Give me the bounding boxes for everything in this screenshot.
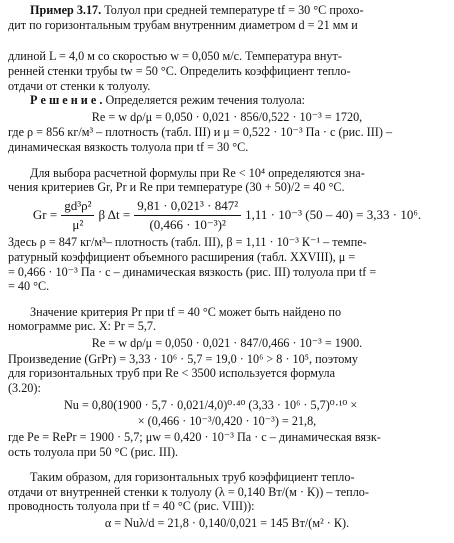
- problem-line-5: отдачи от стенки к толуолу.: [8, 78, 151, 93]
- nusselt-where-2: ость толуола при 50 °С (рис. III).: [8, 444, 179, 459]
- problem-line-3: длиной L = 4,0 м со скоростью w = 0,050 м/с. Температура внут-: [8, 49, 342, 64]
- problem-line-1: Толуол при средней температуре tf = 30 °С прохо-: [104, 3, 364, 17]
- nusselt-equation-line-2: × (0,466 · 10⁻³/0,420 · 10⁻³) = 21,8,: [137, 414, 317, 429]
- grashof-numerator-symbolic: gd³ρ²: [61, 198, 94, 216]
- grashof-fraction-symbolic: [61, 198, 94, 232]
- product-line-3: (3.20):: [8, 381, 41, 395]
- grashof-where-3: = 0,466 · 10⁻³ Па · с – динамическая вязкость (рис. III) толуола при tf =: [8, 264, 377, 279]
- grashof-equation: [8, 198, 446, 232]
- grashof-numerator-numeric: 9,81 · 0,021³ · 847²: [134, 198, 241, 216]
- grashof-mid: β Δt =: [98, 207, 131, 223]
- conclusion-line-1: Таким образом, для горизонтальных труб коэффициент тепло-: [30, 470, 355, 485]
- grashof-where-1: Здесь ρ = 847 кг/м³– плотность (табл. III), β = 1,11 · 10⁻³ К⁻¹ – темпе-: [8, 235, 367, 250]
- nusselt-equation-line-1: Nu = 0,80(1900 · 5,7 · 0,021/4,0)⁰·⁴⁰ (3,33 · 10⁶ · 5,7)⁰·¹⁰ ×: [64, 397, 358, 412]
- problem-line-2: дит по горизонтальным трубам внутренним диаметром d = 21 мм и: [8, 17, 358, 32]
- page-gap: [8, 32, 446, 49]
- solution-intro-text: Определяется режим течения толуола:: [105, 93, 306, 108]
- grashof-lhs: Gr =: [32, 207, 58, 223]
- grashof-rest: 1,11 · 10⁻³ (50 – 40) = 3,33 · 10⁶.: [245, 207, 422, 223]
- product-line-2: для горизонтальных труб при Re < 3500 используется формула: [8, 366, 336, 381]
- conclusion-line-3: проводность толуола при tf = 40 °С (рис. VIII)):: [8, 499, 255, 514]
- prandtl-line-1: Значение критерия Pr при tf = 40 °С может быть найдено по: [30, 304, 342, 319]
- solution-intro: [8, 93, 446, 108]
- grashof-where-2: ратурный коэффициент объемного расширения (табл. XXVIII), μ =: [8, 249, 356, 264]
- grashof-where-4: = 40 °С.: [8, 279, 50, 294]
- reynolds-equation-40: Re = w dρ/μ = 0,050 · 0,021 · 847/0,466 · 10⁻³ = 1900.: [91, 336, 363, 351]
- problem-line-4: ренней стенки трубы tw = 50 °С. Определить коэффициент тепло-: [8, 63, 351, 78]
- product-line-1: Произведение (GrPr) = 3,33 · 10⁶ · 5,7 = 19,0 · 10⁶ > 8 · 10⁵, поэтому: [8, 351, 358, 366]
- choice-line-2: чения критериев Gr, Pr и Re при температуре (30 + 50)/2 = 40 °С.: [8, 180, 345, 195]
- grashof-denominator-symbolic: μ²: [72, 216, 84, 232]
- nusselt-where-1: где Pe = RePr = 1900 · 5,7; μw = 0,420 · 10⁻³ Па · с – динамическая вязк-: [8, 429, 381, 444]
- reynolds-equation-30: Re = w dρ/μ = 0,050 · 0,021 · 856/0,522 · 10⁻³ = 1720,: [91, 109, 363, 124]
- reynolds-where-2: динамическая вязкость толуола при tf = 30 °С.: [8, 140, 249, 155]
- conclusion-line-2: отдачи от внутренней стенки к толуолу (λ = 0,140 Вт/(м · К)) – тепло-: [8, 484, 369, 499]
- solution-heading: Р е ш е н и е .: [30, 93, 103, 108]
- alpha-equation: α = Nuλ/d = 21,8 · 0,140/0,021 = 145 Вт/(м² · К).: [104, 516, 350, 531]
- prandtl-line-2: номограмме рис. X: Pr = 5,7.: [8, 319, 157, 334]
- problem-heading: Пример 3.17.: [30, 3, 102, 17]
- problem-first-line: [8, 3, 446, 18]
- grashof-fraction-numeric: [134, 198, 241, 232]
- grashof-denominator-numeric: (0,466 · 10⁻³)²: [149, 216, 226, 232]
- reynolds-where-1: где ρ = 856 кг/м³ – плотность (табл. III) и μ = 0,522 · 10⁻³ Па · с (рис. III) –: [8, 125, 393, 140]
- choice-line-1: Для выбора расчетной формулы при Re < 10⁴ определяются зна-: [30, 165, 365, 180]
